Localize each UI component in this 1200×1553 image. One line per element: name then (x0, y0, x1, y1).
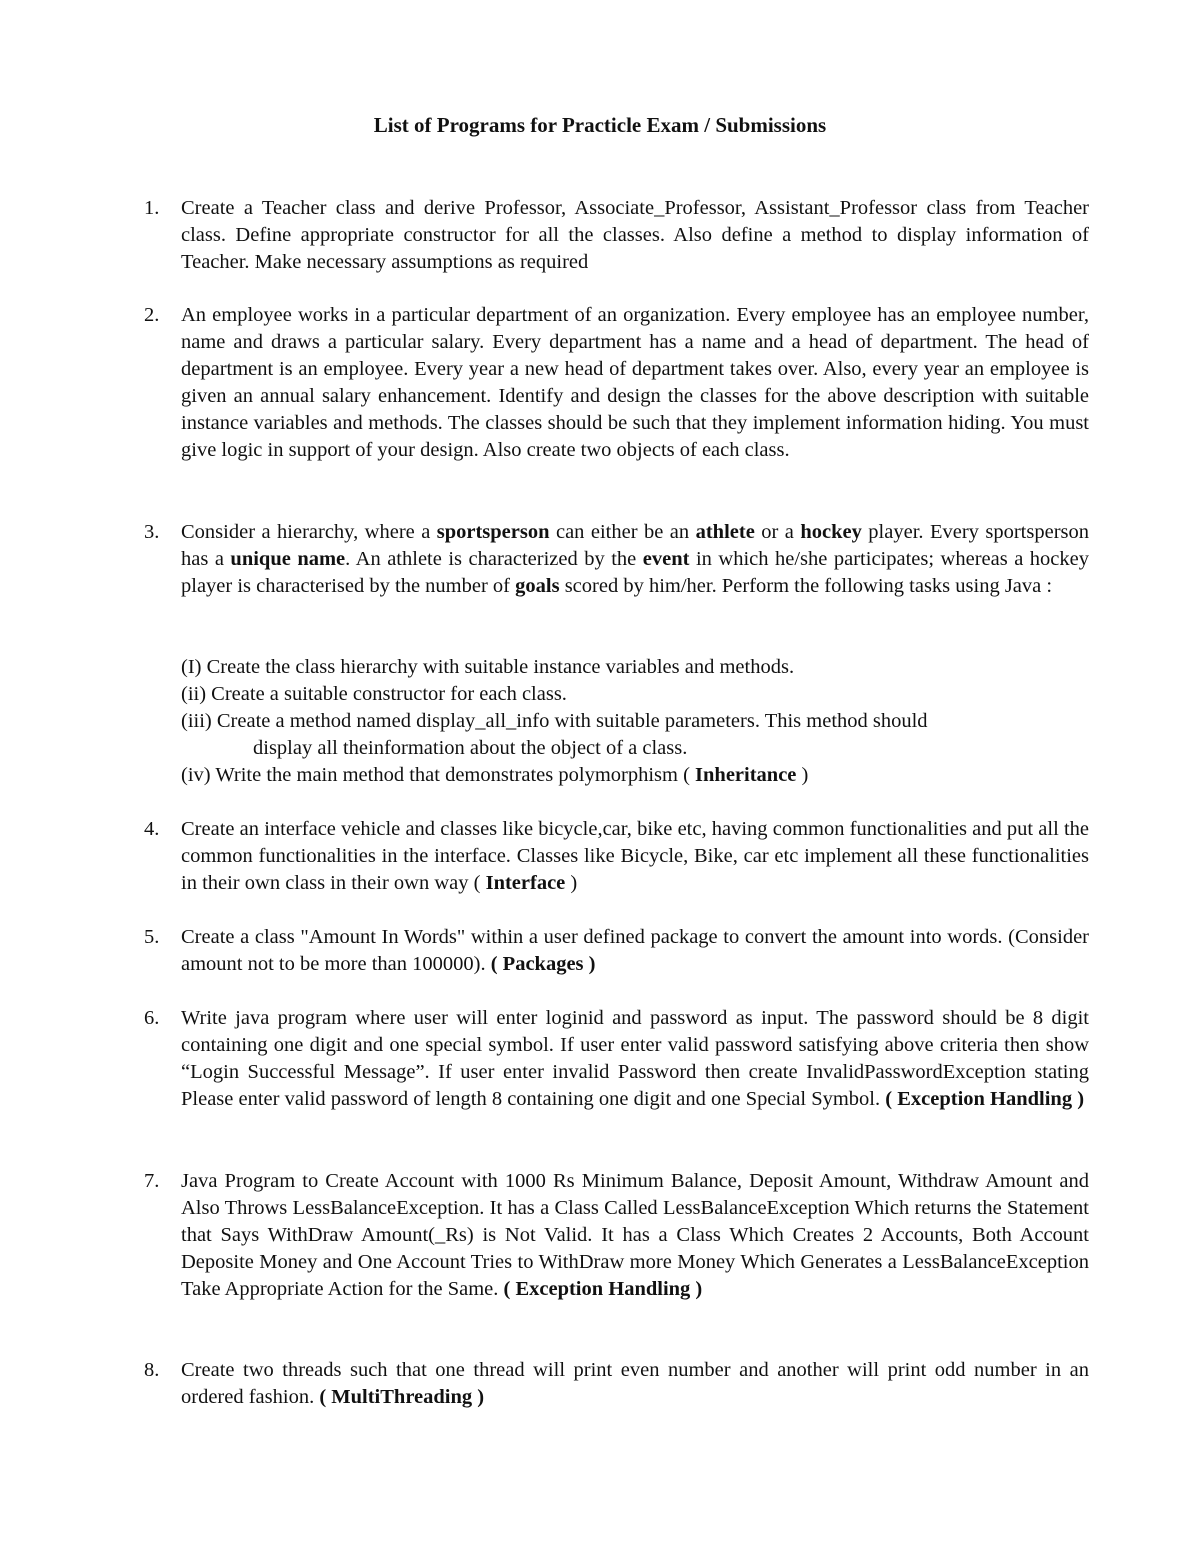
bold-term: goals (515, 575, 560, 597)
page-title: List of Programs for Practicle Exam / Submissions (373, 113, 827, 137)
bold-term: Inheritance (695, 764, 797, 786)
list-item-8 (144, 1357, 1089, 1411)
bold-term: ( Exception Handling ) (885, 1088, 1085, 1110)
item-number: 7. (144, 1170, 160, 1192)
list-item-2 (144, 302, 1089, 464)
bold-term: ( MultiThreading ) (319, 1386, 485, 1408)
list-item-7 (144, 1168, 1089, 1303)
item-text: Write java program where user will enter loginid and password as input. The password should be 8 digit containing one digit and one special symbol. If user enter valid password satisfying above criteria then show “Login Successful Message”. If user enter invalid Password then create InvalidPasswordException stating Please enter valid password of length 8 containing one digit and one Special Symbol. ( Exception Handling ) (181, 1007, 1089, 1110)
item-text: Consider a hierarchy, where a sportsperson can either be an athlete or a hockey player. Every sportsperson has a unique name. An athlete is characterized by the event in which he/she participates; whereas a hockey player is characterised by the number of goals scored by him/her. Perform the following tasks using Java : (181, 521, 1089, 597)
item-number: 4. (144, 818, 160, 840)
sub-item-ii: (ii) Create a suitable constructor for each class. (181, 683, 567, 705)
sub-item-iv: (iv) Write the main method that demonstrates polymorphism ( Inheritance ) (181, 764, 809, 786)
list-item-5 (144, 924, 1089, 978)
item-text: Create a Teacher class and derive Professor, Associate_Professor, Assistant_Professor class from Teacher class. Define appropriate constructor for all the classes. Also define a method to display information of Teacher. Make necessary assumptions as required (181, 197, 1089, 273)
bold-term: ( Exception Handling ) (503, 1278, 703, 1300)
sub-item-iii-continued: display all theinformation about the object of a class. (253, 737, 688, 759)
item-text: Create an interface vehicle and classes like bicycle,car, bike etc, having common functionalities and put all the common functionalities in the interface. Classes like Bicycle, Bike, car etc implement all these functionalities in their own class in their own way ( Interface ) (181, 818, 1089, 894)
item-number: 1. (144, 197, 160, 219)
list-item-4 (144, 816, 1089, 897)
bold-term: Interface (485, 872, 566, 894)
sub-item-iii: (iii) Create a method named display_all_info with suitable parameters. This method should (181, 710, 928, 732)
bold-term: athlete (695, 521, 755, 543)
bold-term: sportsperson (436, 521, 550, 543)
bold-term: hockey (800, 521, 862, 543)
list-item-6 (144, 1005, 1089, 1113)
item-text: Java Program to Create Account with 1000 Rs Minimum Balance, Deposit Amount, Withdraw Amount and Also Throws LessBalanceException. It has a Class Called LessBalanceException Which returns the Statement that Says WithDraw Amount(_Rs) is Not Valid. It has a Class Which Creates 2 Accounts, Both Account Deposite Money and One Account Tries to WithDraw more Money Which Generates a LessBalanceException Take Appropriate Action for the Same. ( Exception Handling ) (181, 1170, 1089, 1300)
item-number: 2. (144, 304, 160, 326)
bold-term: unique name (230, 548, 346, 570)
item-number: 5. (144, 926, 160, 948)
item-number: 3. (144, 521, 160, 543)
bold-term: event (642, 548, 690, 570)
item-number: 6. (144, 1007, 160, 1029)
item-text: Create two threads such that one thread will print even number and another will print odd number in an ordered fashion. ( MultiThreading ) (181, 1359, 1089, 1408)
item-text: An employee works in a particular department of an organization. Every employee has an employee number, name and draws a particular salary. Every department has a name and a head of department. The head of department is an employee. Every year a new head of department takes over. Also, every year an employee is given an annual salary enhancement. Identify and design the classes for the above description with suitable instance variables and methods. The classes should be such that they implement information hiding. You must give logic in support of your design. Also create two objects of each class. (181, 304, 1089, 461)
item-text: Create a class "Amount In Words" within a user defined package to convert the amount into words. (Consider amount not to be more than 100000). ( Packages ) (181, 926, 1089, 975)
sub-list (181, 654, 1089, 789)
bold-term: ( Packages ) (490, 953, 596, 975)
list-item-3 (144, 519, 1089, 600)
list-item-1 (144, 195, 1089, 276)
sub-item-i: (I) Create the class hierarchy with suitable instance variables and methods. (181, 656, 795, 678)
item-number: 8. (144, 1359, 160, 1381)
